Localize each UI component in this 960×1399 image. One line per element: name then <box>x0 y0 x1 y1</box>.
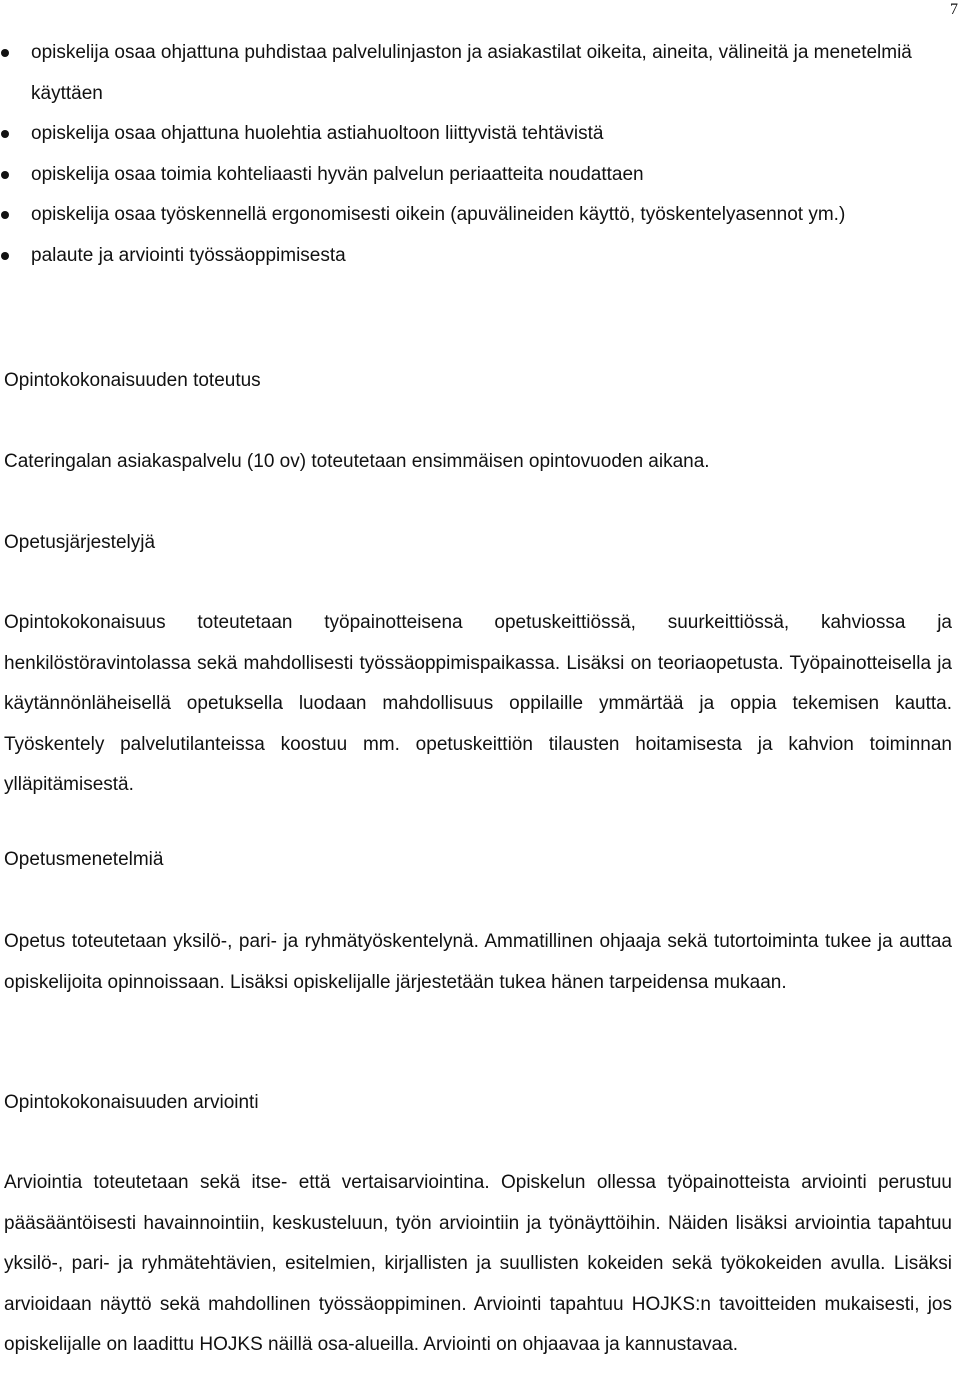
bullet-icon <box>1 49 9 57</box>
list-item <box>0 195 956 236</box>
list-item-text: opiskelija osaa ohjattuna huolehtia astiahuoltoon liittyvistä tehtävistä <box>31 123 604 145</box>
list-item-text: opiskelija osaa työskennellä ergonomisesti oikein (apuvälineiden käyttö, työskentelyasennot ym.) <box>31 204 846 226</box>
list-item-text: opiskelija osaa ohjattuna puhdistaa palvelulinjaston ja asiakastilat oikeita, aineita, välineitä ja menetelmiä käyttäen <box>31 42 912 104</box>
section-heading-toteutus: Opintokokonaisuuden toteutus <box>4 370 261 391</box>
paragraph-toteutus: Cateringalan asiakaspalvelu (10 ov) toteutetaan ensimmäisen opintovuoden aikana. <box>4 451 710 472</box>
paragraph-arviointi: Arviointia toteutetaan sekä itse- että vertaisarviointina. Opiskelun ollessa työpainotteista arviointi perustuu pääsääntöisesti havainnointiin, keskusteluun, työn arviointiin ja työnäyttöihin. Näiden lisäksi arviointia tapahtuu yksilö-, pari- ja ryhmätehtävien, esitelmien, kirjallisten ja suullisten kokeiden sekä työkokeiden avulla. Lisäksi arvioidaan näyttö sekä mahdollinen työssäoppiminen. Arviointi tapahtuu HOJKS:n tavoitteiden mukaisesti, jos opiskelijalle on laadittu HOJKS näillä osa-alueilla. Arviointi on ohjaavaa ja kannustavaa. <box>4 1172 952 1356</box>
bullet-icon <box>1 171 9 179</box>
bullet-icon <box>1 211 9 219</box>
objectives-list <box>0 33 956 277</box>
list-item <box>0 114 956 155</box>
list-item <box>0 236 956 277</box>
list-item-text: palaute ja arviointi työssäoppimisesta <box>31 244 346 266</box>
section-heading-arviointi: Opintokokonaisuuden arviointi <box>4 1092 259 1113</box>
section-heading-jarjestelyt: Opetusjärjestelyjä <box>4 532 156 553</box>
list-item <box>0 33 956 114</box>
paragraph-menetelmat: Opetus toteutetaan yksilö-, pari- ja ryhmätyöskentelynä. Ammatillinen ohjaaja sekä tutortoiminta tukee ja auttaa opiskelijoita opinnoissaan. Lisäksi opiskelijalle järjestetään tukea hänen tarpeidensa mukaan. <box>4 931 952 993</box>
bullet-icon <box>1 252 9 260</box>
list-item-text: opiskelija osaa toimia kohteliaasti hyvän palvelun periaatteita noudattaen <box>31 163 644 185</box>
bullet-icon <box>1 130 9 138</box>
page-number: 7 <box>950 1 958 18</box>
section-heading-menetelmat: Opetusmenetelmiä <box>4 849 164 870</box>
paragraph-jarjestelyt: Opintokokonaisuus toteutetaan työpainotteisena opetuskeittiössä, suurkeittiössä, kahviossa ja henkilöstöravintolassa sekä mahdollisesti työssäoppimispaikassa. Lisäksi on teoriaopetusta. Työpainotteisella ja käytännönläheisellä opetuksella luodaan mahdollisuus oppilaille ymmärtää ja oppia tekemisen kautta. Työskentely palvelutilanteissa koostuu mm. opetuskeittiön tilausten hoitamisesta ja kahvion toiminnan ylläpitämisestä. <box>4 612 952 796</box>
list-item <box>0 155 956 196</box>
